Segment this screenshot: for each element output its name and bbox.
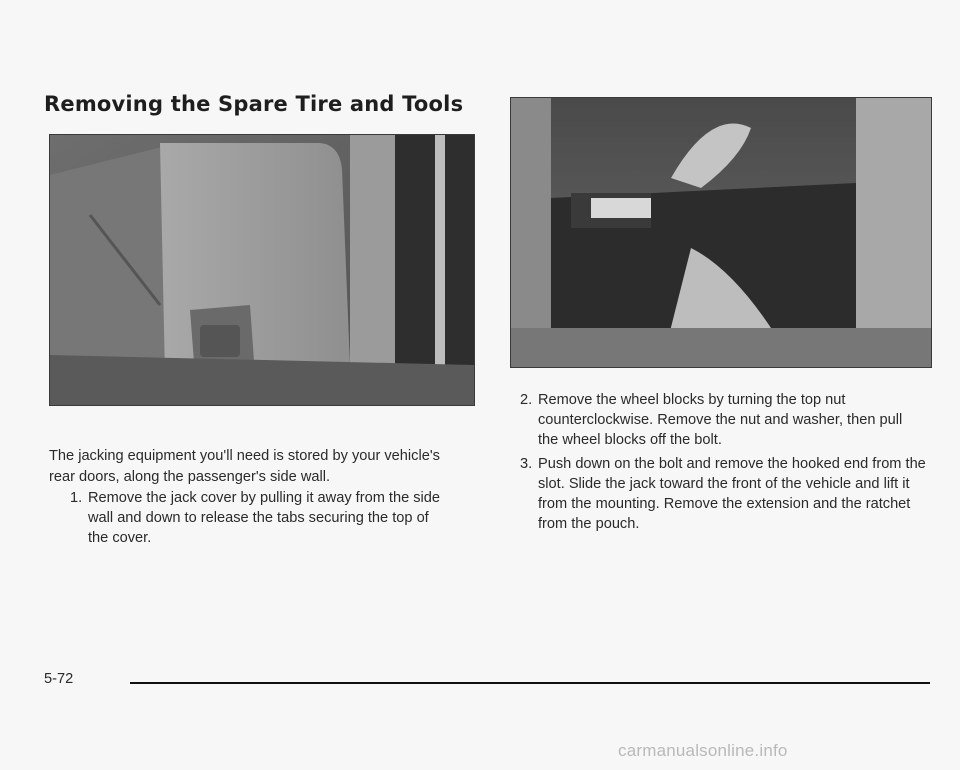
step-number: 1. xyxy=(70,490,83,506)
watermark: carmanualsonline.info xyxy=(618,741,788,760)
footer-rule xyxy=(130,682,930,684)
step-number: 2. xyxy=(520,392,533,408)
jack-removal-photo xyxy=(510,97,932,368)
jack-cover-illustration xyxy=(50,135,474,405)
step-number: 3. xyxy=(520,456,533,472)
page-number: 5-72 xyxy=(44,671,74,687)
step-text: Remove the wheel blocks by turning the top nut counterclockwise. Remove the nut and washer, then pull the wheel blocks off the bolt. xyxy=(538,392,903,448)
intro-paragraph: The jacking equipment you'll need is stored by your vehicle's rear doors, along the passenger's side wall. xyxy=(49,448,440,485)
step-text: Push down on the bolt and remove the hooked end from the slot. Slide the jack toward the front of the vehicle and lift it from the mounting. Remove the extension and the ratchet from the pouch. xyxy=(538,456,926,532)
step-item xyxy=(70,488,450,548)
jack-removal-illustration xyxy=(511,98,931,367)
jack-cover-photo xyxy=(49,134,475,406)
step-item xyxy=(520,454,930,534)
step-text: Remove the jack cover by pulling it away from the side wall and down to release the tabs securing the top of the cover. xyxy=(88,490,441,546)
step-item xyxy=(520,390,920,450)
page-title: Removing the Spare Tire and Tools xyxy=(44,92,464,116)
